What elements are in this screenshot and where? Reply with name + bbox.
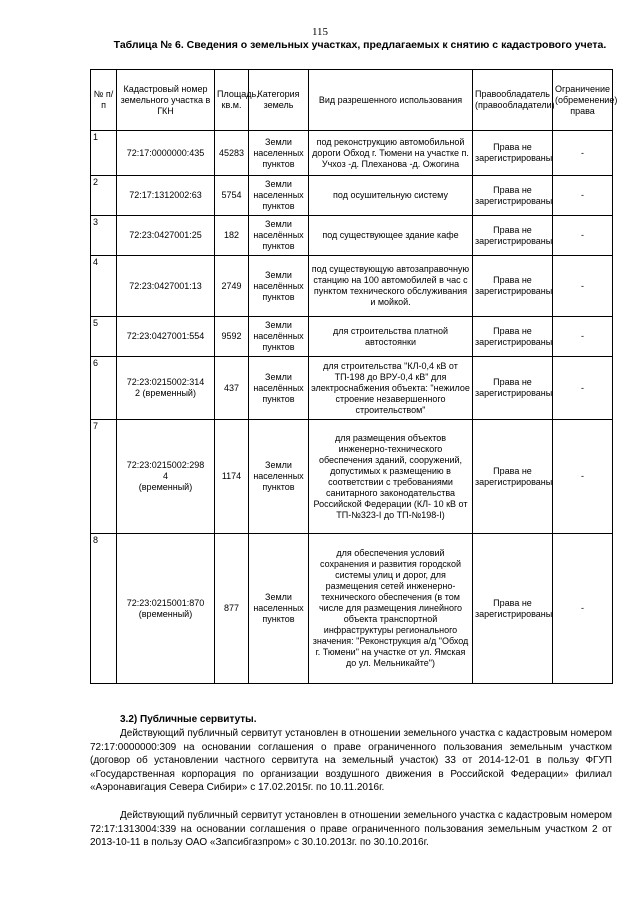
owner: Права не зарегистрированы	[473, 420, 553, 534]
table-row	[91, 256, 613, 317]
row-number: 8	[91, 534, 117, 684]
row-number: 1	[91, 131, 117, 176]
row-number: 5	[91, 317, 117, 357]
table-row	[91, 216, 613, 256]
land-category: Земли населённых пунктов	[249, 256, 309, 317]
table-row	[91, 176, 613, 216]
restriction: -	[553, 420, 613, 534]
area-value: 9592	[215, 317, 249, 357]
land-category: Земли населенных пунктов	[249, 420, 309, 534]
land-category: Земли населённых пунктов	[249, 216, 309, 256]
section-heading: 3.2) Публичные сервитуты.	[120, 714, 257, 725]
table-row	[91, 420, 613, 534]
permitted-use: для размещения объектов инженерно-технического обеспечения зданий, сооружений, допустимых к размещению в соответствии с требованиями санитарного законодательства Российской Федерации (КЛ- 10 кВ от ТП-№323-I до ТП-№198-I)	[309, 420, 473, 534]
land-category: Земли населённых пунктов	[249, 357, 309, 420]
land-category: Земли населенных пунктов	[249, 131, 309, 176]
table-row	[91, 357, 613, 420]
permitted-use: под осушительную систему	[309, 176, 473, 216]
permitted-use: под реконструкцию автомобильной дороги Обход г. Тюмени на участке п. Учхоз -д. Плеханова -д. Ожогина	[309, 131, 473, 176]
restriction: -	[553, 216, 613, 256]
permitted-use: для обеспечения условий сохранения и развития городской системы улиц и дорог, для размещения сетей инженерно-технического обеспечения (в том числе для размещения линейного объекта транспортной инфраструктуры регионального значения: "Реконструкция а/д "Обход г. Тюмени" на участке от ул. Ямская до ул. Мельникайте")	[309, 534, 473, 684]
area-value: 2749	[215, 256, 249, 317]
cadastral-number: 72:23:0427001:13	[117, 256, 215, 317]
table-header-row	[91, 70, 613, 131]
area-value: 45283	[215, 131, 249, 176]
restriction: -	[553, 534, 613, 684]
header-owner: Правообладатель (правообладатели)	[473, 70, 553, 131]
table-row	[91, 317, 613, 357]
cadastral-number: 72:23:0427001:554	[117, 317, 215, 357]
row-number: 3	[91, 216, 117, 256]
restriction: -	[553, 176, 613, 216]
owner: Права не зарегистрированы	[473, 534, 553, 684]
row-number: 4	[91, 256, 117, 317]
permitted-use: под существующую автозаправочную станцию на 100 автомобилей в час с пунктом технического обслуживания и мойкой.	[309, 256, 473, 317]
cadastral-number: 72:23:0215002:298 4 (временный)	[117, 420, 215, 534]
owner: Права не зарегистрированы	[473, 176, 553, 216]
cadastral-number: 72:23:0427001:25	[117, 216, 215, 256]
header-number: № п/п	[91, 70, 117, 131]
header-restriction: Ограничение (обременение) права	[553, 70, 613, 131]
owner: Права не зарегистрированы	[473, 216, 553, 256]
restriction: -	[553, 131, 613, 176]
row-number: 7	[91, 420, 117, 534]
area-value: 182	[215, 216, 249, 256]
restriction: -	[553, 256, 613, 317]
restriction: -	[553, 317, 613, 357]
cadastral-number: 72:23:0215002:314 2 (временный)	[117, 357, 215, 420]
servitude-paragraph-2: Действующий публичный сервитут установлен в отношении земельного участка с кадастровым номером 72:17:1313004:339 на основании соглашения о праве ограниченного пользования земельным участком 2 от 2013-10-11 в пользу ОАО «Запсибгазпром» с 30.10.2013г. по 30.10.2016г.	[90, 810, 612, 848]
cadastral-number: 72:17:0000000:435	[117, 131, 215, 176]
land-plots-table	[90, 69, 618, 684]
land-category: Земли населенных пунктов	[249, 176, 309, 216]
header-area: Площадь, кв.м.	[215, 70, 249, 131]
row-number: 2	[91, 176, 117, 216]
header-land-category: Категория земель	[249, 70, 309, 131]
area-value: 1174	[215, 420, 249, 534]
table-row	[91, 131, 613, 176]
area-value: 877	[215, 534, 249, 684]
area-value: 437	[215, 357, 249, 420]
cadastral-number: 72:23:0215001:870 (временный)	[117, 534, 215, 684]
table-row	[91, 534, 613, 684]
land-category: Земли населенных пунктов	[249, 534, 309, 684]
area-value: 5754	[215, 176, 249, 216]
servitude-paragraph-1: Действующий публичный сервитут установлен в отношении земельного участка с кадастровым номером 72:17:0000000:309 на основании соглашения о праве ограниченного пользования земельным участком (договор об установлении частного сервитута на земельный участок) 33 от 2014-12-01 в пользу ФГУП «Государственная корпорация по организации воздушного движения в Российской Федерации» филиал «Аэронавигация Севера Сибири» с 17.02.2015г. по 10.11.2016г.	[90, 728, 612, 793]
row-number: 6	[91, 357, 117, 420]
header-permitted-use: Вид разрешенного использования	[309, 70, 473, 131]
permitted-use: под существующее здание кафе	[309, 216, 473, 256]
owner: Права не зарегистрированы	[473, 317, 553, 357]
table-title: Таблица № 6. Сведения о земельных участках, предлагаемых к снятию с кадастрового учета.	[113, 39, 607, 51]
header-cadastral-number: Кадастровый номер земельного участка в ГКН	[117, 70, 215, 131]
permitted-use: для строительства платной автостоянки	[309, 317, 473, 357]
page-number: 115	[311, 26, 329, 38]
land-category: Земли населённых пунктов	[249, 317, 309, 357]
permitted-use: для строительства "КЛ-0,4 кВ от ТП-198 до ВРУ-0,4 кВ" для электроснабжения объекта: "нежилое строение незавершенного строительством"	[309, 357, 473, 420]
owner: Права не зарегистрированы	[473, 357, 553, 420]
owner: Права не зарегистрированы	[473, 256, 553, 317]
restriction: -	[553, 357, 613, 420]
cadastral-number: 72:17:1312002:63	[117, 176, 215, 216]
owner: Права не зарегистрированы	[473, 131, 553, 176]
